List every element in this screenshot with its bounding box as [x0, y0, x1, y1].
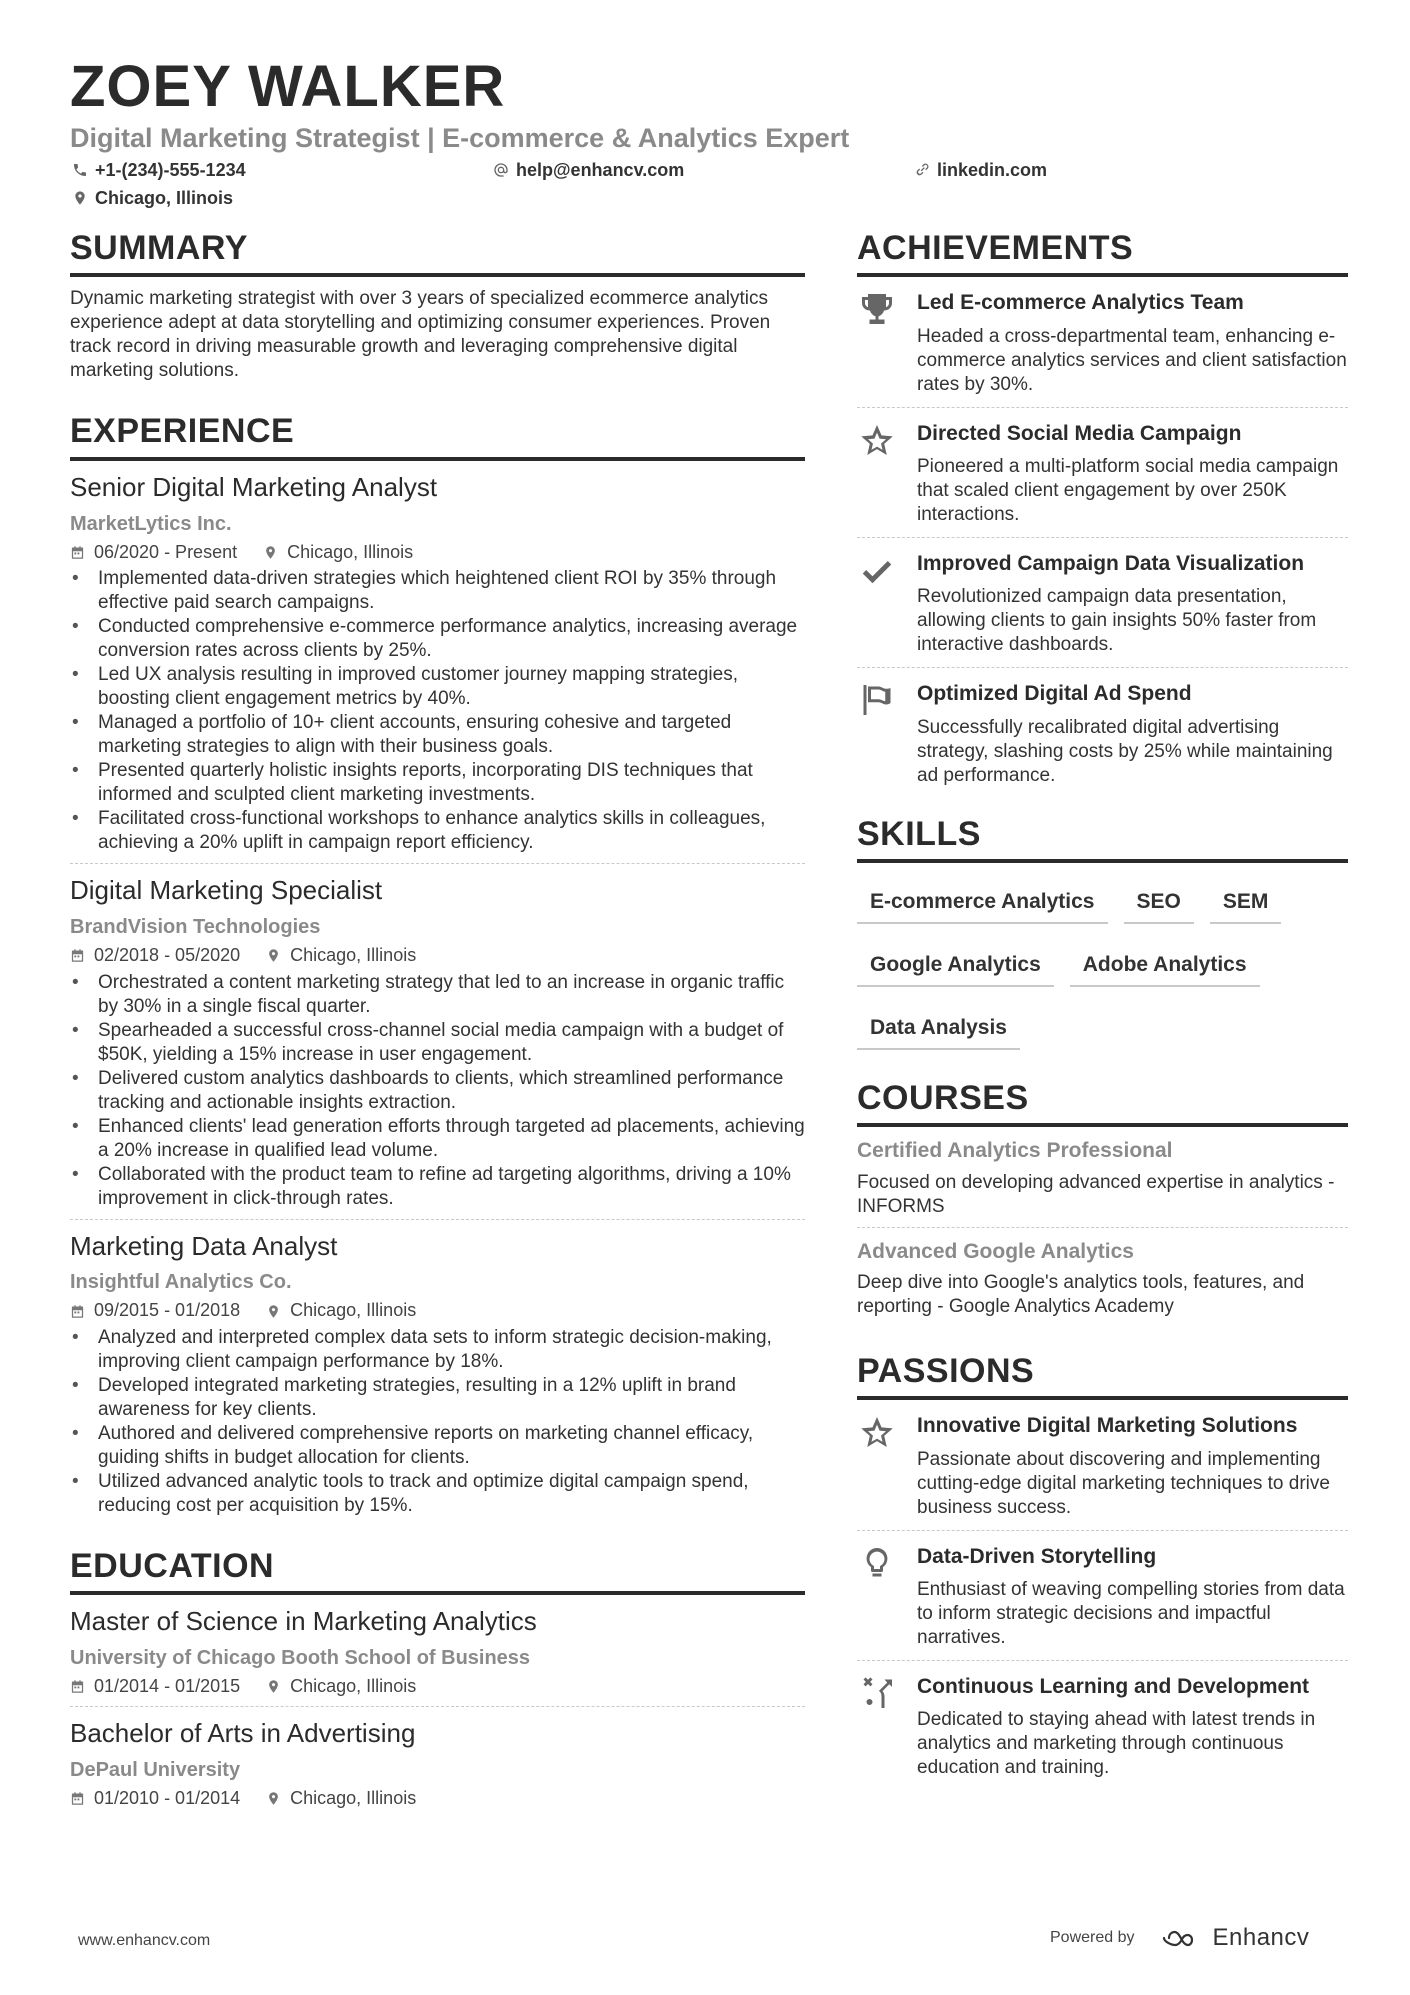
skill-tag: SEM — [1210, 879, 1282, 924]
right-column — [857, 230, 1348, 1790]
link-icon — [914, 162, 930, 178]
school-name: DePaul University — [70, 1758, 241, 1781]
star-icon — [859, 422, 895, 458]
course-item — [857, 1227, 1348, 1327]
job-dates: 06/2020 - Present — [94, 541, 238, 562]
left-column — [70, 230, 805, 1817]
bullet-item: • Orchestrated a content marketing strategy that led to an increase in organic traffic by 30% in a single fiscal quarter. — [70, 971, 805, 1019]
location-pin-icon — [266, 948, 281, 963]
candidate-headline: Digital Marketing Strategist | E-commerce & Analytics Expert — [70, 123, 850, 153]
course-desc: Deep dive into Google's analytics tools, features, and reporting - Google Analytics Academy — [857, 1271, 1305, 1317]
achievement-desc: Headed a cross-departmental team, enhancing e-commerce analytics services and client satisfaction rates by 30%. — [917, 325, 1347, 395]
location-pin-icon — [266, 1791, 281, 1806]
bullet-item: • Authored and delivered comprehensive reports on marketing channel efficacy, guiding shifts in budget allocation for clients. — [70, 1422, 805, 1470]
achievement-title: Led E-commerce Analytics Team — [917, 291, 1244, 315]
email-text[interactable]: help@enhancv.com — [516, 160, 685, 180]
calendar-icon — [70, 1791, 85, 1806]
location-pin-icon — [263, 545, 278, 560]
contact-phone — [72, 161, 246, 179]
achievement-title: Directed Social Media Campaign — [917, 421, 1242, 445]
achievement-title: Improved Campaign Data Visualization — [917, 551, 1305, 575]
course-item — [857, 1127, 1348, 1226]
achievement-item — [857, 667, 1348, 797]
job-title: Senior Digital Marketing Analyst — [70, 471, 438, 502]
achievement-item — [857, 407, 1348, 537]
achievements-heading: ACHIEVEMENTS — [857, 230, 1348, 277]
bullet-item: • Analyzed and interpreted complex data sets to inform strategic decision-making, improving client campaign performance by 18%. — [70, 1326, 805, 1374]
skills-section — [857, 816, 1348, 1062]
trophy-icon — [859, 291, 895, 327]
degree-title: Master of Science in Marketing Analytics — [70, 1606, 537, 1637]
job-dates: 02/2018 - 05/2020 — [94, 944, 241, 965]
passion-desc: Enthusiast of weaving compelling stories from data to inform strategic decisions and impactful narratives. — [917, 1578, 1345, 1648]
calendar-icon — [70, 948, 85, 963]
skills-list — [857, 863, 1348, 1062]
achievement-item — [857, 277, 1348, 406]
passion-title: Data-Driven Storytelling — [917, 1544, 1157, 1568]
location-pin-icon — [266, 1304, 281, 1319]
job-bullets — [70, 971, 805, 1211]
summary-text: Dynamic marketing strategist with over 3 years of specialized ecommerce analytics experience adept at data storytelling and optimizing consumer experiences. Proven track record in driving measurable growth and leveraging comprehensive digital marketing solutions. — [70, 288, 771, 382]
skill-tag: E-commerce Analytics — [857, 879, 1108, 924]
passion-title: Continuous Learning and Development — [917, 1674, 1310, 1698]
calendar-icon — [70, 1304, 85, 1319]
location-pin-icon — [266, 1679, 281, 1694]
education-section — [70, 1548, 805, 1817]
courses-heading: COURSES — [857, 1080, 1348, 1127]
degree-title: Bachelor of Arts in Advertising — [70, 1717, 416, 1748]
brand-logo[interactable] — [1159, 1924, 1310, 1952]
lightbulb-icon — [859, 1545, 895, 1581]
achievements-section — [857, 230, 1348, 798]
achievement-title: Optimized Digital Ad Spend — [917, 682, 1192, 706]
passion-item — [857, 1400, 1348, 1529]
linkedin-text[interactable]: linkedin.com — [937, 160, 1048, 180]
skill-tag: Adobe Analytics — [1070, 942, 1260, 987]
course-title: Certified Analytics Professional — [857, 1139, 1173, 1163]
achievement-item — [857, 537, 1348, 667]
job-dates: 09/2015 - 01/2018 — [94, 1300, 241, 1321]
job-title: Marketing Data Analyst — [70, 1230, 338, 1261]
school-name: University of Chicago Booth School of Business — [70, 1647, 531, 1670]
bullet-item: • Utilized advanced analytic tools to track and optimize digital campaign spend, reducing cost per acquisition by 15%. — [70, 1470, 805, 1518]
calendar-icon — [70, 545, 85, 560]
star-icon — [859, 1414, 895, 1450]
job-location: Chicago, Illinois — [290, 1300, 417, 1321]
powered-by-label: Powered by — [1050, 1929, 1135, 1946]
footer-branding — [1050, 1924, 1309, 1952]
bullet-item: • Presented quarterly holistic insights reports, incorporating DIS techniques that informed and sculpted client marketing investments. — [70, 759, 805, 807]
skill-tag: Data Analysis — [857, 1005, 1020, 1050]
job-location: Chicago, Illinois — [287, 541, 414, 562]
education-dates: 01/2014 - 01/2015 — [94, 1676, 241, 1697]
education-entry — [70, 1595, 805, 1705]
education-location: Chicago, Illinois — [290, 1787, 417, 1808]
skill-tag: Google Analytics — [857, 942, 1054, 987]
bullet-item: • Developed integrated marketing strategies, resulting in a 12% uplift in brand awareness for key clients. — [70, 1374, 805, 1422]
job-meta — [70, 1300, 805, 1322]
enhancv-logo-icon — [1159, 1926, 1205, 1950]
phone-icon — [72, 162, 88, 178]
calendar-icon — [70, 1679, 85, 1694]
location-pin-icon — [72, 190, 88, 206]
achievement-desc: Revolutionized campaign data presentation, allowing clients to gain insights 50% faster from interactive dashboards. — [917, 586, 1317, 656]
passion-item — [857, 1530, 1348, 1660]
contact-linkedin — [914, 161, 1047, 179]
bullet-item: • Conducted comprehensive e-commerce performance analytics, increasing average conversion rates across clients by 25%. — [70, 615, 805, 663]
brand-name: Enhancv — [1212, 1924, 1310, 1951]
company-name: BrandVision Technologies — [70, 915, 321, 938]
passions-section — [857, 1353, 1348, 1790]
course-title: Advanced Google Analytics — [857, 1239, 1134, 1263]
contact-location — [72, 189, 233, 207]
bullet-item: • Collaborated with the product team to refine ad targeting algorithms, driving a 10% improvement in click-through rates. — [70, 1163, 805, 1211]
bullet-item: • Facilitated cross-functional workshops to enhance analytics skills in colleagues, achieving a 20% uplift in campaign report efficiency. — [70, 807, 805, 855]
skills-heading: SKILLS — [857, 816, 1348, 863]
bullet-item: • Delivered custom analytics dashboards to clients, which streamlined performance tracking and actionable insights extraction. — [70, 1067, 805, 1115]
bullet-item: • Spearheaded a successful cross-channel social media campaign with a budget of $50K, yielding a 15% increase in user engagement. — [70, 1019, 805, 1067]
phone-text[interactable]: +1-(234)-555-1234 — [95, 160, 246, 180]
job-bullets — [70, 567, 805, 855]
bullet-item: • Enhanced clients' lead generation efforts through targeted ad placements, achieving a 20% increase in qualified lead volume. — [70, 1115, 805, 1163]
education-meta — [70, 1788, 805, 1810]
footer-website[interactable]: www.enhancv.com — [78, 1932, 211, 1949]
passion-item — [857, 1660, 1348, 1790]
course-desc: Focused on developing advanced expertise in analytics - INFORMS — [857, 1171, 1335, 1217]
passion-title: Innovative Digital Marketing Solutions — [917, 1414, 1298, 1438]
education-dates: 01/2010 - 01/2014 — [94, 1787, 241, 1808]
company-name: MarketLytics Inc. — [70, 512, 232, 535]
achievement-desc: Pioneered a multi-platform social media campaign that scaled client engagement by over 250K interactions. — [917, 455, 1339, 525]
job-meta — [70, 945, 805, 967]
summary-heading: SUMMARY — [70, 230, 805, 277]
candidate-name: ZOEY WALKER — [70, 54, 506, 119]
company-name: Insightful Analytics Co. — [70, 1271, 292, 1294]
passions-heading: PASSIONS — [857, 1353, 1348, 1400]
experience-section — [70, 413, 805, 1526]
experience-heading: EXPERIENCE — [70, 413, 805, 460]
experience-entry — [70, 461, 805, 863]
location-text: Chicago, Illinois — [95, 188, 234, 208]
education-location: Chicago, Illinois — [290, 1676, 417, 1697]
flag-icon — [859, 682, 895, 718]
bullet-item: • Managed a portfolio of 10+ client accounts, ensuring cohesive and targeted marketing strategies to align with their business goals. — [70, 711, 805, 759]
summary-section — [70, 230, 805, 383]
passion-desc: Dedicated to staying ahead with latest trends in analytics and marketing through continuous education and training. — [917, 1709, 1316, 1779]
education-entry — [70, 1706, 805, 1817]
courses-section — [857, 1080, 1348, 1327]
education-heading: EDUCATION — [70, 1548, 805, 1595]
achievement-desc: Successfully recalibrated digital advertising strategy, slashing costs by 25% while maintaining ad performance. — [917, 716, 1333, 786]
job-meta — [70, 542, 805, 564]
job-bullets — [70, 1326, 805, 1518]
passion-desc: Passionate about discovering and implementing cutting-edge digital marketing techniques to drive business success. — [917, 1448, 1330, 1518]
contact-email — [493, 161, 684, 179]
job-location: Chicago, Illinois — [290, 944, 417, 965]
strategy-icon — [859, 1675, 895, 1711]
checkmark-icon — [859, 552, 895, 588]
bullet-item: • Led UX analysis resulting in improved customer journey mapping strategies, boosting client engagement metrics by 40%. — [70, 663, 805, 711]
experience-entry — [70, 1219, 805, 1526]
at-sign-icon — [493, 162, 509, 178]
job-title: Digital Marketing Specialist — [70, 875, 383, 906]
bullet-item: • Implemented data-driven strategies which heightened client ROI by 35% through effective paid search campaigns. — [70, 567, 805, 615]
skill-tag: SEO — [1124, 879, 1194, 924]
education-meta — [70, 1676, 805, 1698]
experience-entry — [70, 863, 805, 1218]
